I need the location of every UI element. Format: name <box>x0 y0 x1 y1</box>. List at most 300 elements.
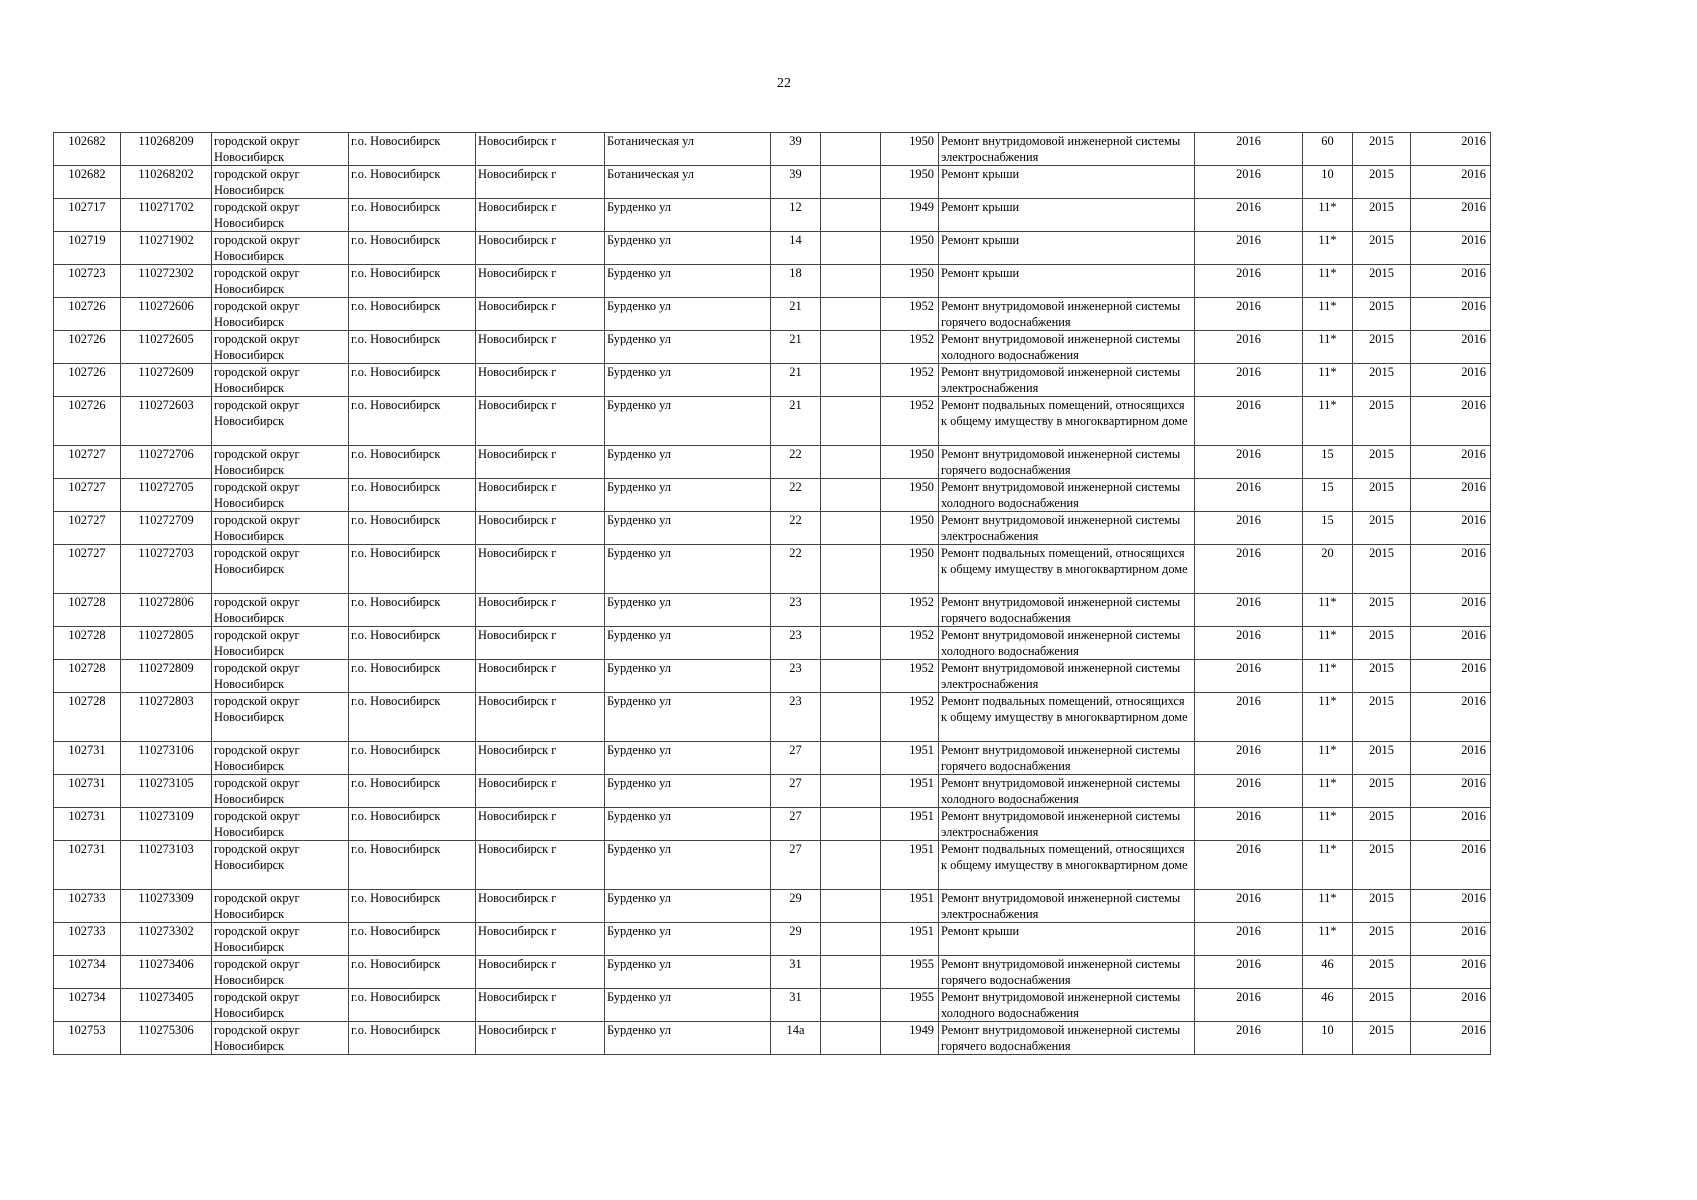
cell-year-built: 1952 <box>881 397 939 446</box>
cell-year-built: 1951 <box>881 841 939 890</box>
cell-work-id: 110272606 <box>121 298 212 331</box>
cell-start-year: 2015 <box>1353 331 1411 364</box>
cell-year-built: 1952 <box>881 594 939 627</box>
cell-district: г.о. Новосибирск <box>349 890 476 923</box>
cell-municipality: городской округ Новосибирск <box>212 693 349 742</box>
cell-district: г.о. Новосибирск <box>349 331 476 364</box>
cell-start-year: 2015 <box>1353 166 1411 199</box>
cell-plan-year: 2016 <box>1195 331 1303 364</box>
table-row <box>54 298 1491 331</box>
cell-street: Бурденко ул <box>605 512 771 545</box>
cell-house-id: 102682 <box>54 166 121 199</box>
cell-settlement: Новосибирск г <box>476 841 605 890</box>
cell-municipality: городской округ Новосибирск <box>212 627 349 660</box>
table-row <box>54 331 1491 364</box>
cell-work-id: 110272302 <box>121 265 212 298</box>
cell-cost: 11* <box>1303 660 1353 693</box>
cell-house-id: 102726 <box>54 397 121 446</box>
cell-street: Бурденко ул <box>605 1022 771 1055</box>
cell-district: г.о. Новосибирск <box>349 627 476 660</box>
cell-municipality: городской округ Новосибирск <box>212 775 349 808</box>
cell-municipality: городской округ Новосибирск <box>212 479 349 512</box>
cell-end-year: 2016 <box>1411 133 1491 166</box>
cell-year-built: 1955 <box>881 956 939 989</box>
cell-start-year: 2015 <box>1353 446 1411 479</box>
cell-building <box>821 1022 881 1055</box>
cell-start-year: 2015 <box>1353 989 1411 1022</box>
cell-settlement: Новосибирск г <box>476 199 605 232</box>
cell-building <box>821 364 881 397</box>
cell-plan-year: 2016 <box>1195 841 1303 890</box>
cell-house-number: 31 <box>771 956 821 989</box>
cell-work-id: 110272709 <box>121 512 212 545</box>
cell-work-type: Ремонт подвальных помещений, относящихся к общему имуществу в многоквартирном доме <box>939 841 1195 890</box>
cell-end-year: 2016 <box>1411 890 1491 923</box>
cell-work-id: 110273109 <box>121 808 212 841</box>
cell-municipality: городской округ Новосибирск <box>212 265 349 298</box>
cell-house-number: 22 <box>771 512 821 545</box>
cell-plan-year: 2016 <box>1195 446 1303 479</box>
cell-start-year: 2015 <box>1353 808 1411 841</box>
cell-house-number: 14а <box>771 1022 821 1055</box>
cell-cost: 11* <box>1303 232 1353 265</box>
table-row <box>54 775 1491 808</box>
cell-year-built: 1950 <box>881 545 939 594</box>
cell-end-year: 2016 <box>1411 693 1491 742</box>
cell-street: Бурденко ул <box>605 364 771 397</box>
cell-house-id: 102726 <box>54 298 121 331</box>
cell-municipality: городской округ Новосибирск <box>212 446 349 479</box>
cell-year-built: 1951 <box>881 742 939 775</box>
cell-plan-year: 2016 <box>1195 265 1303 298</box>
cell-district: г.о. Новосибирск <box>349 808 476 841</box>
cell-plan-year: 2016 <box>1195 693 1303 742</box>
cell-work-type: Ремонт внутридомовой инженерной системы горячего водоснабжения <box>939 446 1195 479</box>
cell-house-number: 23 <box>771 594 821 627</box>
table-row <box>54 660 1491 693</box>
cell-cost: 11* <box>1303 841 1353 890</box>
cell-municipality: городской округ Новосибирск <box>212 808 349 841</box>
cell-settlement: Новосибирск г <box>476 133 605 166</box>
cell-house-number: 21 <box>771 298 821 331</box>
cell-building <box>821 265 881 298</box>
cell-work-id: 110272806 <box>121 594 212 627</box>
cell-year-built: 1950 <box>881 166 939 199</box>
cell-year-built: 1952 <box>881 298 939 331</box>
cell-building <box>821 890 881 923</box>
cell-work-id: 110273106 <box>121 742 212 775</box>
cell-house-number: 27 <box>771 808 821 841</box>
cell-settlement: Новосибирск г <box>476 742 605 775</box>
cell-end-year: 2016 <box>1411 397 1491 446</box>
cell-house-number: 18 <box>771 265 821 298</box>
cell-work-type: Ремонт подвальных помещений, относящихся к общему имуществу в многоквартирном доме <box>939 545 1195 594</box>
cell-end-year: 2016 <box>1411 841 1491 890</box>
cell-plan-year: 2016 <box>1195 627 1303 660</box>
cell-start-year: 2015 <box>1353 479 1411 512</box>
cell-street: Бурденко ул <box>605 446 771 479</box>
cell-end-year: 2016 <box>1411 512 1491 545</box>
cell-municipality: городской округ Новосибирск <box>212 232 349 265</box>
cell-work-type: Ремонт внутридомовой инженерной системы горячего водоснабжения <box>939 742 1195 775</box>
cell-district: г.о. Новосибирск <box>349 133 476 166</box>
cell-work-id: 110272705 <box>121 479 212 512</box>
cell-house-number: 27 <box>771 841 821 890</box>
cell-start-year: 2015 <box>1353 512 1411 545</box>
cell-settlement: Новосибирск г <box>476 956 605 989</box>
cell-street: Бурденко ул <box>605 397 771 446</box>
cell-work-type: Ремонт подвальных помещений, относящихся к общему имуществу в многоквартирном доме <box>939 397 1195 446</box>
cell-settlement: Новосибирск г <box>476 232 605 265</box>
cell-district: г.о. Новосибирск <box>349 232 476 265</box>
cell-house-number: 29 <box>771 923 821 956</box>
cell-year-built: 1952 <box>881 693 939 742</box>
cell-district: г.о. Новосибирск <box>349 660 476 693</box>
cell-work-type: Ремонт внутридомовой инженерной системы электроснабжения <box>939 133 1195 166</box>
cell-house-id: 102734 <box>54 956 121 989</box>
cell-cost: 11* <box>1303 364 1353 397</box>
cell-street: Бурденко ул <box>605 265 771 298</box>
cell-work-type: Ремонт крыши <box>939 923 1195 956</box>
cell-house-number: 27 <box>771 775 821 808</box>
cell-house-number: 22 <box>771 446 821 479</box>
cell-start-year: 2015 <box>1353 133 1411 166</box>
cell-settlement: Новосибирск г <box>476 265 605 298</box>
cell-street: Бурденко ул <box>605 545 771 594</box>
cell-year-built: 1950 <box>881 265 939 298</box>
cell-cost: 11* <box>1303 693 1353 742</box>
cell-work-type: Ремонт внутридомовой инженерной системы холодного водоснабжения <box>939 627 1195 660</box>
cell-work-id: 110275306 <box>121 1022 212 1055</box>
cell-work-type: Ремонт внутридомовой инженерной системы электроснабжения <box>939 660 1195 693</box>
cell-start-year: 2015 <box>1353 890 1411 923</box>
cell-building <box>821 775 881 808</box>
cell-cost: 11* <box>1303 199 1353 232</box>
cell-year-built: 1952 <box>881 627 939 660</box>
cell-district: г.о. Новосибирск <box>349 956 476 989</box>
cell-building <box>821 166 881 199</box>
cell-end-year: 2016 <box>1411 545 1491 594</box>
cell-house-number: 21 <box>771 331 821 364</box>
table-row <box>54 512 1491 545</box>
cell-start-year: 2015 <box>1353 199 1411 232</box>
page-number: 22 <box>777 76 791 91</box>
cell-work-type: Ремонт внутридомовой инженерной системы горячего водоснабжения <box>939 1022 1195 1055</box>
cell-settlement: Новосибирск г <box>476 298 605 331</box>
cell-house-id: 102728 <box>54 660 121 693</box>
cell-plan-year: 2016 <box>1195 199 1303 232</box>
cell-settlement: Новосибирск г <box>476 808 605 841</box>
cell-house-number: 12 <box>771 199 821 232</box>
table-row <box>54 265 1491 298</box>
cell-work-id: 110271702 <box>121 199 212 232</box>
cell-house-id: 102723 <box>54 265 121 298</box>
cell-municipality: городской округ Новосибирск <box>212 545 349 594</box>
cell-house-number: 23 <box>771 627 821 660</box>
cell-settlement: Новосибирск г <box>476 923 605 956</box>
cell-district: г.о. Новосибирск <box>349 479 476 512</box>
cell-end-year: 2016 <box>1411 166 1491 199</box>
cell-work-type: Ремонт крыши <box>939 199 1195 232</box>
cell-street: Бурденко ул <box>605 199 771 232</box>
cell-cost: 60 <box>1303 133 1353 166</box>
cell-street: Бурденко ул <box>605 890 771 923</box>
cell-plan-year: 2016 <box>1195 594 1303 627</box>
cell-plan-year: 2016 <box>1195 133 1303 166</box>
cell-building <box>821 742 881 775</box>
cell-plan-year: 2016 <box>1195 660 1303 693</box>
cell-house-id: 102726 <box>54 331 121 364</box>
cell-year-built: 1955 <box>881 989 939 1022</box>
cell-district: г.о. Новосибирск <box>349 397 476 446</box>
cell-building <box>821 841 881 890</box>
cell-work-type: Ремонт внутридомовой инженерной системы горячего водоснабжения <box>939 594 1195 627</box>
cell-house-id: 102733 <box>54 890 121 923</box>
cell-work-id: 110272706 <box>121 446 212 479</box>
cell-house-id: 102727 <box>54 545 121 594</box>
cell-settlement: Новосибирск г <box>476 364 605 397</box>
cell-plan-year: 2016 <box>1195 512 1303 545</box>
cell-start-year: 2015 <box>1353 397 1411 446</box>
cell-work-id: 110272605 <box>121 331 212 364</box>
cell-house-number: 14 <box>771 232 821 265</box>
cell-cost: 11* <box>1303 331 1353 364</box>
cell-start-year: 2015 <box>1353 364 1411 397</box>
cell-plan-year: 2016 <box>1195 956 1303 989</box>
cell-settlement: Новосибирск г <box>476 1022 605 1055</box>
cell-end-year: 2016 <box>1411 446 1491 479</box>
cell-plan-year: 2016 <box>1195 545 1303 594</box>
cell-building <box>821 660 881 693</box>
cell-district: г.о. Новосибирск <box>349 446 476 479</box>
cell-house-number: 21 <box>771 397 821 446</box>
cell-plan-year: 2016 <box>1195 742 1303 775</box>
cell-street: Бурденко ул <box>605 956 771 989</box>
cell-end-year: 2016 <box>1411 627 1491 660</box>
cell-start-year: 2015 <box>1353 545 1411 594</box>
cell-work-type: Ремонт подвальных помещений, относящихся к общему имуществу в многоквартирном доме <box>939 693 1195 742</box>
cell-settlement: Новосибирск г <box>476 397 605 446</box>
cell-municipality: городской округ Новосибирск <box>212 397 349 446</box>
cell-building <box>821 133 881 166</box>
table-row <box>54 397 1491 446</box>
table-row <box>54 199 1491 232</box>
cell-house-id: 102731 <box>54 841 121 890</box>
cell-district: г.о. Новосибирск <box>349 298 476 331</box>
cell-house-number: 23 <box>771 660 821 693</box>
cell-municipality: городской округ Новосибирск <box>212 298 349 331</box>
cell-year-built: 1951 <box>881 808 939 841</box>
cell-work-id: 110272809 <box>121 660 212 693</box>
cell-house-id: 102728 <box>54 693 121 742</box>
cell-work-type: Ремонт внутридомовой инженерной системы холодного водоснабжения <box>939 331 1195 364</box>
cell-settlement: Новосибирск г <box>476 693 605 742</box>
cell-house-number: 21 <box>771 364 821 397</box>
cell-work-type: Ремонт внутридомовой инженерной системы горячего водоснабжения <box>939 298 1195 331</box>
cell-house-id: 102726 <box>54 364 121 397</box>
cell-settlement: Новосибирск г <box>476 594 605 627</box>
cell-plan-year: 2016 <box>1195 166 1303 199</box>
cell-year-built: 1950 <box>881 446 939 479</box>
cell-end-year: 2016 <box>1411 364 1491 397</box>
cell-work-type: Ремонт внутридомовой инженерной системы электроснабжения <box>939 808 1195 841</box>
cell-house-number: 39 <box>771 166 821 199</box>
cell-cost: 11* <box>1303 890 1353 923</box>
cell-district: г.о. Новосибирск <box>349 693 476 742</box>
cell-municipality: городской округ Новосибирск <box>212 1022 349 1055</box>
table-row <box>54 1022 1491 1055</box>
table-row <box>54 742 1491 775</box>
cell-cost: 11* <box>1303 594 1353 627</box>
cell-end-year: 2016 <box>1411 479 1491 512</box>
cell-end-year: 2016 <box>1411 742 1491 775</box>
cell-year-built: 1950 <box>881 133 939 166</box>
cell-start-year: 2015 <box>1353 265 1411 298</box>
cell-settlement: Новосибирск г <box>476 890 605 923</box>
cell-street: Бурденко ул <box>605 775 771 808</box>
cell-work-id: 110272703 <box>121 545 212 594</box>
cell-settlement: Новосибирск г <box>476 545 605 594</box>
cell-cost: 11* <box>1303 923 1353 956</box>
cell-year-built: 1949 <box>881 1022 939 1055</box>
cell-street: Бурденко ул <box>605 627 771 660</box>
cell-building <box>821 331 881 364</box>
cell-district: г.о. Новосибирск <box>349 594 476 627</box>
cell-start-year: 2015 <box>1353 693 1411 742</box>
cell-building <box>821 923 881 956</box>
cell-district: г.о. Новосибирск <box>349 775 476 808</box>
cell-plan-year: 2016 <box>1195 890 1303 923</box>
cell-work-id: 110272609 <box>121 364 212 397</box>
cell-work-type: Ремонт внутридомовой инженерной системы электроснабжения <box>939 512 1195 545</box>
table-row <box>54 808 1491 841</box>
cell-district: г.о. Новосибирск <box>349 166 476 199</box>
cell-building <box>821 397 881 446</box>
cell-district: г.о. Новосибирск <box>349 265 476 298</box>
cell-work-type: Ремонт внутридомовой инженерной системы холодного водоснабжения <box>939 479 1195 512</box>
cell-cost: 20 <box>1303 545 1353 594</box>
cell-year-built: 1950 <box>881 232 939 265</box>
cell-plan-year: 2016 <box>1195 364 1303 397</box>
cell-cost: 10 <box>1303 1022 1353 1055</box>
cell-year-built: 1952 <box>881 660 939 693</box>
table-row <box>54 133 1491 166</box>
table-row <box>54 890 1491 923</box>
cell-street: Ботаническая ул <box>605 133 771 166</box>
cell-settlement: Новосибирск г <box>476 660 605 693</box>
cell-start-year: 2015 <box>1353 660 1411 693</box>
cell-year-built: 1951 <box>881 775 939 808</box>
table-row <box>54 446 1491 479</box>
cell-district: г.о. Новосибирск <box>349 989 476 1022</box>
cell-municipality: городской округ Новосибирск <box>212 133 349 166</box>
cell-municipality: городской округ Новосибирск <box>212 594 349 627</box>
cell-end-year: 2016 <box>1411 265 1491 298</box>
cell-work-type: Ремонт внутридомовой инженерной системы электроснабжения <box>939 364 1195 397</box>
cell-start-year: 2015 <box>1353 841 1411 890</box>
cell-house-id: 102719 <box>54 232 121 265</box>
cell-end-year: 2016 <box>1411 331 1491 364</box>
cell-street: Бурденко ул <box>605 808 771 841</box>
cell-cost: 11* <box>1303 627 1353 660</box>
cell-house-id: 102682 <box>54 133 121 166</box>
cell-settlement: Новосибирск г <box>476 627 605 660</box>
cell-end-year: 2016 <box>1411 775 1491 808</box>
cell-work-type: Ремонт крыши <box>939 166 1195 199</box>
cell-settlement: Новосибирск г <box>476 775 605 808</box>
cell-house-id: 102728 <box>54 594 121 627</box>
cell-street: Бурденко ул <box>605 841 771 890</box>
cell-street: Бурденко ул <box>605 923 771 956</box>
cell-district: г.о. Новосибирск <box>349 199 476 232</box>
cell-start-year: 2015 <box>1353 232 1411 265</box>
cell-house-number: 27 <box>771 742 821 775</box>
table-row <box>54 989 1491 1022</box>
cell-end-year: 2016 <box>1411 923 1491 956</box>
cell-plan-year: 2016 <box>1195 232 1303 265</box>
cell-year-built: 1951 <box>881 890 939 923</box>
cell-street: Бурденко ул <box>605 660 771 693</box>
table-row <box>54 594 1491 627</box>
table-row <box>54 693 1491 742</box>
cell-start-year: 2015 <box>1353 775 1411 808</box>
capital-repair-table <box>53 132 1491 1055</box>
table-row <box>54 956 1491 989</box>
cell-street: Бурденко ул <box>605 742 771 775</box>
cell-settlement: Новосибирск г <box>476 479 605 512</box>
cell-house-number: 29 <box>771 890 821 923</box>
cell-plan-year: 2016 <box>1195 923 1303 956</box>
cell-district: г.о. Новосибирск <box>349 841 476 890</box>
cell-year-built: 1951 <box>881 923 939 956</box>
cell-work-id: 110273105 <box>121 775 212 808</box>
cell-year-built: 1950 <box>881 479 939 512</box>
cell-municipality: городской округ Новосибирск <box>212 364 349 397</box>
cell-work-id: 110272805 <box>121 627 212 660</box>
cell-cost: 15 <box>1303 512 1353 545</box>
cell-work-id: 110272803 <box>121 693 212 742</box>
cell-street: Бурденко ул <box>605 479 771 512</box>
cell-house-id: 102731 <box>54 775 121 808</box>
cell-building <box>821 512 881 545</box>
table-row <box>54 166 1491 199</box>
cell-street: Бурденко ул <box>605 298 771 331</box>
cell-plan-year: 2016 <box>1195 808 1303 841</box>
cell-work-id: 110273103 <box>121 841 212 890</box>
cell-start-year: 2015 <box>1353 923 1411 956</box>
cell-cost: 15 <box>1303 479 1353 512</box>
cell-work-id: 110273309 <box>121 890 212 923</box>
table-row <box>54 232 1491 265</box>
cell-building <box>821 989 881 1022</box>
cell-work-id: 110273302 <box>121 923 212 956</box>
cell-year-built: 1949 <box>881 199 939 232</box>
cell-work-type: Ремонт крыши <box>939 232 1195 265</box>
cell-building <box>821 627 881 660</box>
cell-cost: 11* <box>1303 808 1353 841</box>
cell-municipality: городской округ Новосибирск <box>212 166 349 199</box>
cell-work-id: 110273406 <box>121 956 212 989</box>
cell-settlement: Новосибирск г <box>476 989 605 1022</box>
table-row <box>54 923 1491 956</box>
cell-house-id: 102727 <box>54 479 121 512</box>
cell-building <box>821 298 881 331</box>
cell-municipality: городской округ Новосибирск <box>212 989 349 1022</box>
table-row <box>54 479 1491 512</box>
cell-municipality: городской округ Новосибирск <box>212 841 349 890</box>
cell-street: Ботаническая ул <box>605 166 771 199</box>
cell-house-id: 102731 <box>54 742 121 775</box>
